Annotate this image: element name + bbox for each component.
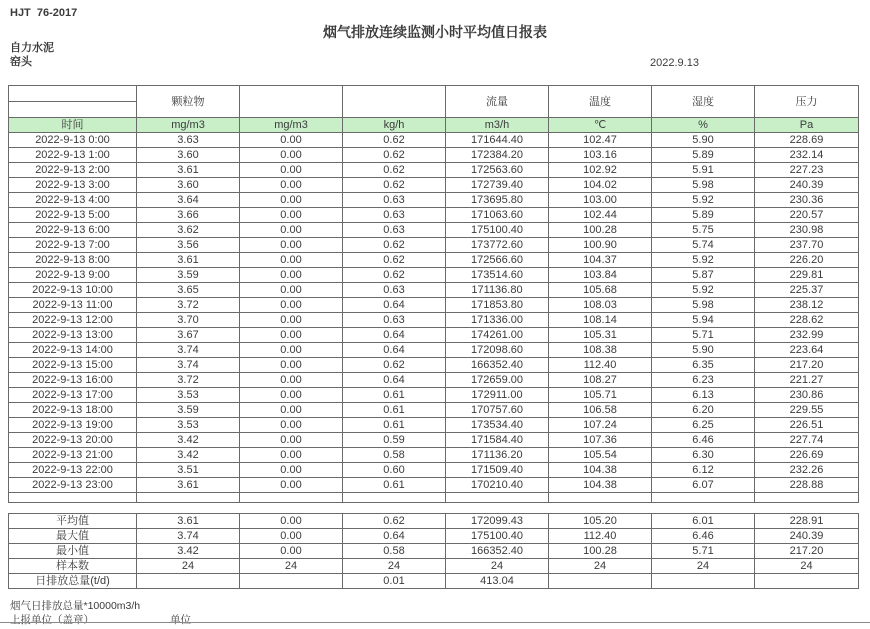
table-row <box>9 193 859 208</box>
value-cell <box>137 574 240 589</box>
time-cell: 2022-9-13 17:00 <box>9 388 137 403</box>
report-date: 2022.9.13 <box>650 57 699 69</box>
col-group-empty-2 <box>343 86 446 118</box>
summary-row <box>9 544 859 559</box>
value-cell: 0.64 <box>343 373 446 388</box>
value-cell: 173534.40 <box>446 418 549 433</box>
value-cell: 226.20 <box>755 253 859 268</box>
time-cell: 2022-9-13 13:00 <box>9 328 137 343</box>
value-cell: 0.00 <box>240 313 343 328</box>
value-cell: 240.39 <box>755 529 859 544</box>
table-row <box>9 478 859 493</box>
value-cell: 3.56 <box>137 238 240 253</box>
value-cell: 229.55 <box>755 403 859 418</box>
value-cell: 112.40 <box>549 358 652 373</box>
time-cell: 2022-9-13 15:00 <box>9 358 137 373</box>
value-cell: 24 <box>343 559 446 574</box>
value-cell: 3.51 <box>137 463 240 478</box>
summary-row <box>9 559 859 574</box>
summary-row <box>9 514 859 529</box>
value-cell: 100.28 <box>549 223 652 238</box>
table-row <box>9 253 859 268</box>
value-cell: 232.14 <box>755 148 859 163</box>
value-cell: 3.60 <box>137 178 240 193</box>
col-group-flow: 流量 <box>446 86 549 118</box>
col-group-humidity: 湿度 <box>652 86 755 118</box>
value-cell: 175100.40 <box>446 223 549 238</box>
summary-label-cell: 平均值 <box>9 514 137 529</box>
value-cell: 5.98 <box>652 298 755 313</box>
time-cell: 2022-9-13 3:00 <box>9 178 137 193</box>
value-cell: 0.64 <box>343 343 446 358</box>
col-header-time: 时间 <box>9 118 137 133</box>
value-cell: 6.12 <box>652 463 755 478</box>
value-cell: 5.90 <box>652 343 755 358</box>
value-cell: 0.00 <box>240 373 343 388</box>
value-cell: 0.00 <box>240 529 343 544</box>
time-cell: 2022-9-13 21:00 <box>9 448 137 463</box>
time-cell: 2022-9-13 1:00 <box>9 148 137 163</box>
value-cell: 3.74 <box>137 358 240 373</box>
table-row <box>9 268 859 283</box>
value-cell: 229.81 <box>755 268 859 283</box>
value-cell: 0.00 <box>240 148 343 163</box>
time-cell: 2022-9-13 8:00 <box>9 253 137 268</box>
value-cell: 0.00 <box>240 223 343 238</box>
value-cell: 0.64 <box>343 298 446 313</box>
value-cell: 226.69 <box>755 448 859 463</box>
value-cell: 24 <box>549 559 652 574</box>
table-row <box>9 223 859 238</box>
value-cell: 171584.40 <box>446 433 549 448</box>
value-cell: 237.70 <box>755 238 859 253</box>
col-header-celsius: ℃ <box>549 118 652 133</box>
value-cell: 0.00 <box>240 253 343 268</box>
value-cell: 0.00 <box>240 283 343 298</box>
value-cell: 3.53 <box>137 388 240 403</box>
value-cell: 171136.20 <box>446 448 549 463</box>
value-cell: 0.62 <box>343 148 446 163</box>
value-cell: 0.00 <box>240 544 343 559</box>
value-cell: 0.00 <box>240 193 343 208</box>
value-cell: 217.20 <box>755 358 859 373</box>
value-cell: 232.26 <box>755 463 859 478</box>
time-cell: 2022-9-13 0:00 <box>9 133 137 148</box>
value-cell: 5.92 <box>652 253 755 268</box>
table-row <box>9 403 859 418</box>
value-cell: 0.00 <box>240 163 343 178</box>
table-row <box>9 328 859 343</box>
value-cell: 0.00 <box>240 448 343 463</box>
value-cell: 5.75 <box>652 223 755 238</box>
value-cell: 107.24 <box>549 418 652 433</box>
corner-cell-top <box>9 86 137 102</box>
value-cell: 220.57 <box>755 208 859 223</box>
table-row <box>9 433 859 448</box>
value-cell: 227.23 <box>755 163 859 178</box>
col-header-pa: Pa <box>755 118 859 133</box>
value-cell: 232.99 <box>755 328 859 343</box>
value-cell: 0.00 <box>240 403 343 418</box>
value-cell: 6.46 <box>652 433 755 448</box>
time-cell: 2022-9-13 18:00 <box>9 403 137 418</box>
value-cell: 0.00 <box>240 238 343 253</box>
value-cell: 0.00 <box>240 133 343 148</box>
value-cell: 3.65 <box>137 283 240 298</box>
value-cell: 0.62 <box>343 178 446 193</box>
value-cell: 3.59 <box>137 268 240 283</box>
value-cell: 104.02 <box>549 178 652 193</box>
time-cell: 2022-9-13 12:00 <box>9 313 137 328</box>
value-cell: 0.59 <box>343 433 446 448</box>
value-cell: 108.27 <box>549 373 652 388</box>
time-cell: 2022-9-13 20:00 <box>9 433 137 448</box>
value-cell: 3.61 <box>137 163 240 178</box>
value-cell: 105.31 <box>549 328 652 343</box>
value-cell: 103.00 <box>549 193 652 208</box>
value-cell: 5.90 <box>652 133 755 148</box>
time-cell: 2022-9-13 9:00 <box>9 268 137 283</box>
value-cell: 3.62 <box>137 223 240 238</box>
value-cell: 0.00 <box>240 358 343 373</box>
value-cell: 3.42 <box>137 448 240 463</box>
col-group-temperature: 温度 <box>549 86 652 118</box>
value-cell: 225.37 <box>755 283 859 298</box>
value-cell: 0.00 <box>240 388 343 403</box>
value-cell: 24 <box>755 559 859 574</box>
value-cell: 0.64 <box>343 328 446 343</box>
value-cell: 5.91 <box>652 163 755 178</box>
value-cell: 166352.40 <box>446 544 549 559</box>
col-header-mgm3-2: mg/m3 <box>240 118 343 133</box>
table-row <box>9 163 859 178</box>
col-header-percent: % <box>652 118 755 133</box>
time-cell: 2022-9-13 22:00 <box>9 463 137 478</box>
value-cell: 0.62 <box>343 133 446 148</box>
time-cell: 2022-9-13 7:00 <box>9 238 137 253</box>
time-cell: 2022-9-13 6:00 <box>9 223 137 238</box>
value-cell: 5.74 <box>652 238 755 253</box>
value-cell: 413.04 <box>446 574 549 589</box>
value-cell: 172384.20 <box>446 148 549 163</box>
time-cell: 2022-9-13 10:00 <box>9 283 137 298</box>
value-cell: 173772.60 <box>446 238 549 253</box>
value-cell: 3.72 <box>137 298 240 313</box>
value-cell: 0.63 <box>343 223 446 238</box>
value-cell: 230.36 <box>755 193 859 208</box>
summary-row <box>9 574 859 589</box>
value-cell: 170757.60 <box>446 403 549 418</box>
value-cell: 6.01 <box>652 514 755 529</box>
table-row <box>9 463 859 478</box>
value-cell: 0.00 <box>240 463 343 478</box>
value-cell: 0.01 <box>343 574 446 589</box>
value-cell: 24 <box>240 559 343 574</box>
value-cell: 228.91 <box>755 514 859 529</box>
value-cell: 171063.60 <box>446 208 549 223</box>
note-unit-label: 单位 <box>170 614 191 626</box>
value-cell: 103.84 <box>549 268 652 283</box>
value-cell: 226.51 <box>755 418 859 433</box>
standard-code: HJT 76-2017 <box>10 7 78 19</box>
value-cell: 0.63 <box>343 283 446 298</box>
summary-label-cell: 日排放总量(t/d) <box>9 574 137 589</box>
value-cell: 6.35 <box>652 358 755 373</box>
value-cell: 107.36 <box>549 433 652 448</box>
value-cell <box>549 574 652 589</box>
value-cell: 5.89 <box>652 208 755 223</box>
value-cell: 102.47 <box>549 133 652 148</box>
group-header-row <box>9 86 859 102</box>
summary-label-cell: 最小值 <box>9 544 137 559</box>
table-row <box>9 343 859 358</box>
value-cell: 24 <box>446 559 549 574</box>
value-cell: 5.87 <box>652 268 755 283</box>
value-cell: 0.62 <box>343 163 446 178</box>
table-row <box>9 313 859 328</box>
value-cell: 228.62 <box>755 313 859 328</box>
value-cell: 5.92 <box>652 283 755 298</box>
value-cell: 5.92 <box>652 193 755 208</box>
table-row <box>9 208 859 223</box>
value-cell: 100.28 <box>549 544 652 559</box>
value-cell: 217.20 <box>755 544 859 559</box>
value-cell: 105.71 <box>549 388 652 403</box>
company-name: 自力水泥 <box>10 42 54 54</box>
value-cell: 0.63 <box>343 208 446 223</box>
main-table <box>8 85 859 503</box>
value-cell: 108.14 <box>549 313 652 328</box>
value-cell: 228.88 <box>755 478 859 493</box>
corner-cell-bottom <box>9 102 137 118</box>
value-cell: 172098.60 <box>446 343 549 358</box>
value-cell: 173514.60 <box>446 268 549 283</box>
summary-label-cell: 样本数 <box>9 559 137 574</box>
value-cell: 3.66 <box>137 208 240 223</box>
table-row <box>9 358 859 373</box>
value-cell: 171336.00 <box>446 313 549 328</box>
value-cell <box>240 574 343 589</box>
spacer-row <box>9 493 859 503</box>
table-row <box>9 178 859 193</box>
value-cell: 24 <box>137 559 240 574</box>
value-cell: 3.67 <box>137 328 240 343</box>
value-cell: 0.00 <box>240 343 343 358</box>
value-cell: 108.38 <box>549 343 652 358</box>
value-cell: 0.00 <box>240 478 343 493</box>
value-cell: 105.20 <box>549 514 652 529</box>
value-cell: 0.62 <box>343 253 446 268</box>
value-cell: 103.16 <box>549 148 652 163</box>
value-cell: 3.53 <box>137 418 240 433</box>
value-cell: 172099.43 <box>446 514 549 529</box>
table-row <box>9 148 859 163</box>
value-cell: 5.71 <box>652 328 755 343</box>
value-cell: 0.62 <box>343 358 446 373</box>
table-row <box>9 448 859 463</box>
value-cell: 102.44 <box>549 208 652 223</box>
col-header-mgm3-1: mg/m3 <box>137 118 240 133</box>
col-header-kgh: kg/h <box>343 118 446 133</box>
value-cell: 166352.40 <box>446 358 549 373</box>
value-cell: 108.03 <box>549 298 652 313</box>
value-cell: 0.00 <box>240 514 343 529</box>
value-cell: 6.25 <box>652 418 755 433</box>
bottom-divider <box>0 622 870 623</box>
value-cell <box>755 574 859 589</box>
value-cell: 0.00 <box>240 208 343 223</box>
summary-table <box>8 513 859 589</box>
value-cell: 0.64 <box>343 529 446 544</box>
value-cell: 173695.80 <box>446 193 549 208</box>
summary-row <box>9 529 859 544</box>
value-cell: 6.23 <box>652 373 755 388</box>
summary-label-cell: 最大值 <box>9 529 137 544</box>
value-cell: 172911.00 <box>446 388 549 403</box>
value-cell: 0.58 <box>343 448 446 463</box>
value-cell: 102.92 <box>549 163 652 178</box>
value-cell: 3.64 <box>137 193 240 208</box>
value-cell: 170210.40 <box>446 478 549 493</box>
time-cell: 2022-9-13 11:00 <box>9 298 137 313</box>
value-cell: 24 <box>652 559 755 574</box>
value-cell: 3.72 <box>137 373 240 388</box>
value-cell: 0.62 <box>343 238 446 253</box>
value-cell: 0.00 <box>240 268 343 283</box>
time-cell: 2022-9-13 14:00 <box>9 343 137 358</box>
value-cell: 6.07 <box>652 478 755 493</box>
note-total-formula: 烟气日排放总量*10000m3/h <box>10 600 141 612</box>
col-group-pressure: 压力 <box>755 86 859 118</box>
value-cell: 106.58 <box>549 403 652 418</box>
value-cell: 171509.40 <box>446 463 549 478</box>
value-cell: 0.00 <box>240 433 343 448</box>
value-cell: 104.38 <box>549 463 652 478</box>
value-cell: 172566.60 <box>446 253 549 268</box>
value-cell: 227.74 <box>755 433 859 448</box>
page-title: 烟气排放连续监测小时平均值日报表 <box>323 24 547 40</box>
value-cell: 0.62 <box>343 268 446 283</box>
value-cell: 171853.80 <box>446 298 549 313</box>
value-cell: 3.60 <box>137 148 240 163</box>
unit-header-row <box>9 118 859 133</box>
value-cell: 3.61 <box>137 253 240 268</box>
value-cell: 238.12 <box>755 298 859 313</box>
value-cell: 3.59 <box>137 403 240 418</box>
value-cell: 0.61 <box>343 418 446 433</box>
time-cell: 2022-9-13 16:00 <box>9 373 137 388</box>
value-cell: 3.42 <box>137 544 240 559</box>
value-cell: 6.30 <box>652 448 755 463</box>
value-cell: 221.27 <box>755 373 859 388</box>
value-cell: 6.20 <box>652 403 755 418</box>
value-cell: 230.98 <box>755 223 859 238</box>
time-cell: 2022-9-13 19:00 <box>9 418 137 433</box>
value-cell: 0.00 <box>240 298 343 313</box>
value-cell <box>652 574 755 589</box>
col-header-m3h: m3/h <box>446 118 549 133</box>
table-row <box>9 388 859 403</box>
value-cell: 240.39 <box>755 178 859 193</box>
value-cell: 0.00 <box>240 418 343 433</box>
col-group-empty-1 <box>240 86 343 118</box>
value-cell: 171644.40 <box>446 133 549 148</box>
value-cell: 0.00 <box>240 178 343 193</box>
note-report-unit: 上报单位（盖章） <box>10 614 94 626</box>
value-cell: 3.74 <box>137 343 240 358</box>
monitoring-point: 窑头 <box>10 56 32 68</box>
value-cell: 3.74 <box>137 529 240 544</box>
value-cell: 5.89 <box>652 148 755 163</box>
value-cell: 0.63 <box>343 193 446 208</box>
value-cell: 0.62 <box>343 514 446 529</box>
value-cell: 0.63 <box>343 313 446 328</box>
col-group-particulate: 颗粒物 <box>137 86 240 118</box>
value-cell: 0.58 <box>343 544 446 559</box>
value-cell: 104.37 <box>549 253 652 268</box>
value-cell: 112.40 <box>549 529 652 544</box>
table-row <box>9 373 859 388</box>
value-cell: 172563.60 <box>446 163 549 178</box>
table-row <box>9 133 859 148</box>
table-row <box>9 298 859 313</box>
value-cell: 172659.00 <box>446 373 549 388</box>
value-cell: 3.70 <box>137 313 240 328</box>
value-cell: 175100.40 <box>446 529 549 544</box>
value-cell: 6.13 <box>652 388 755 403</box>
value-cell: 100.90 <box>549 238 652 253</box>
value-cell: 0.61 <box>343 388 446 403</box>
time-cell: 2022-9-13 2:00 <box>9 163 137 178</box>
value-cell: 0.00 <box>240 328 343 343</box>
table-row <box>9 418 859 433</box>
value-cell: 105.68 <box>549 283 652 298</box>
value-cell: 3.61 <box>137 478 240 493</box>
value-cell: 3.42 <box>137 433 240 448</box>
value-cell: 0.61 <box>343 478 446 493</box>
value-cell: 104.38 <box>549 478 652 493</box>
value-cell: 230.86 <box>755 388 859 403</box>
value-cell: 228.69 <box>755 133 859 148</box>
value-cell: 105.54 <box>549 448 652 463</box>
value-cell: 3.61 <box>137 514 240 529</box>
value-cell: 171136.80 <box>446 283 549 298</box>
value-cell: 6.46 <box>652 529 755 544</box>
value-cell: 5.71 <box>652 544 755 559</box>
value-cell: 223.64 <box>755 343 859 358</box>
time-cell: 2022-9-13 23:00 <box>9 478 137 493</box>
time-cell: 2022-9-13 5:00 <box>9 208 137 223</box>
time-cell: 2022-9-13 4:00 <box>9 193 137 208</box>
value-cell: 3.63 <box>137 133 240 148</box>
value-cell: 0.61 <box>343 403 446 418</box>
value-cell: 5.94 <box>652 313 755 328</box>
value-cell: 0.60 <box>343 463 446 478</box>
value-cell: 5.98 <box>652 178 755 193</box>
table-row <box>9 238 859 253</box>
value-cell: 174261.00 <box>446 328 549 343</box>
table-row <box>9 283 859 298</box>
value-cell: 172739.40 <box>446 178 549 193</box>
